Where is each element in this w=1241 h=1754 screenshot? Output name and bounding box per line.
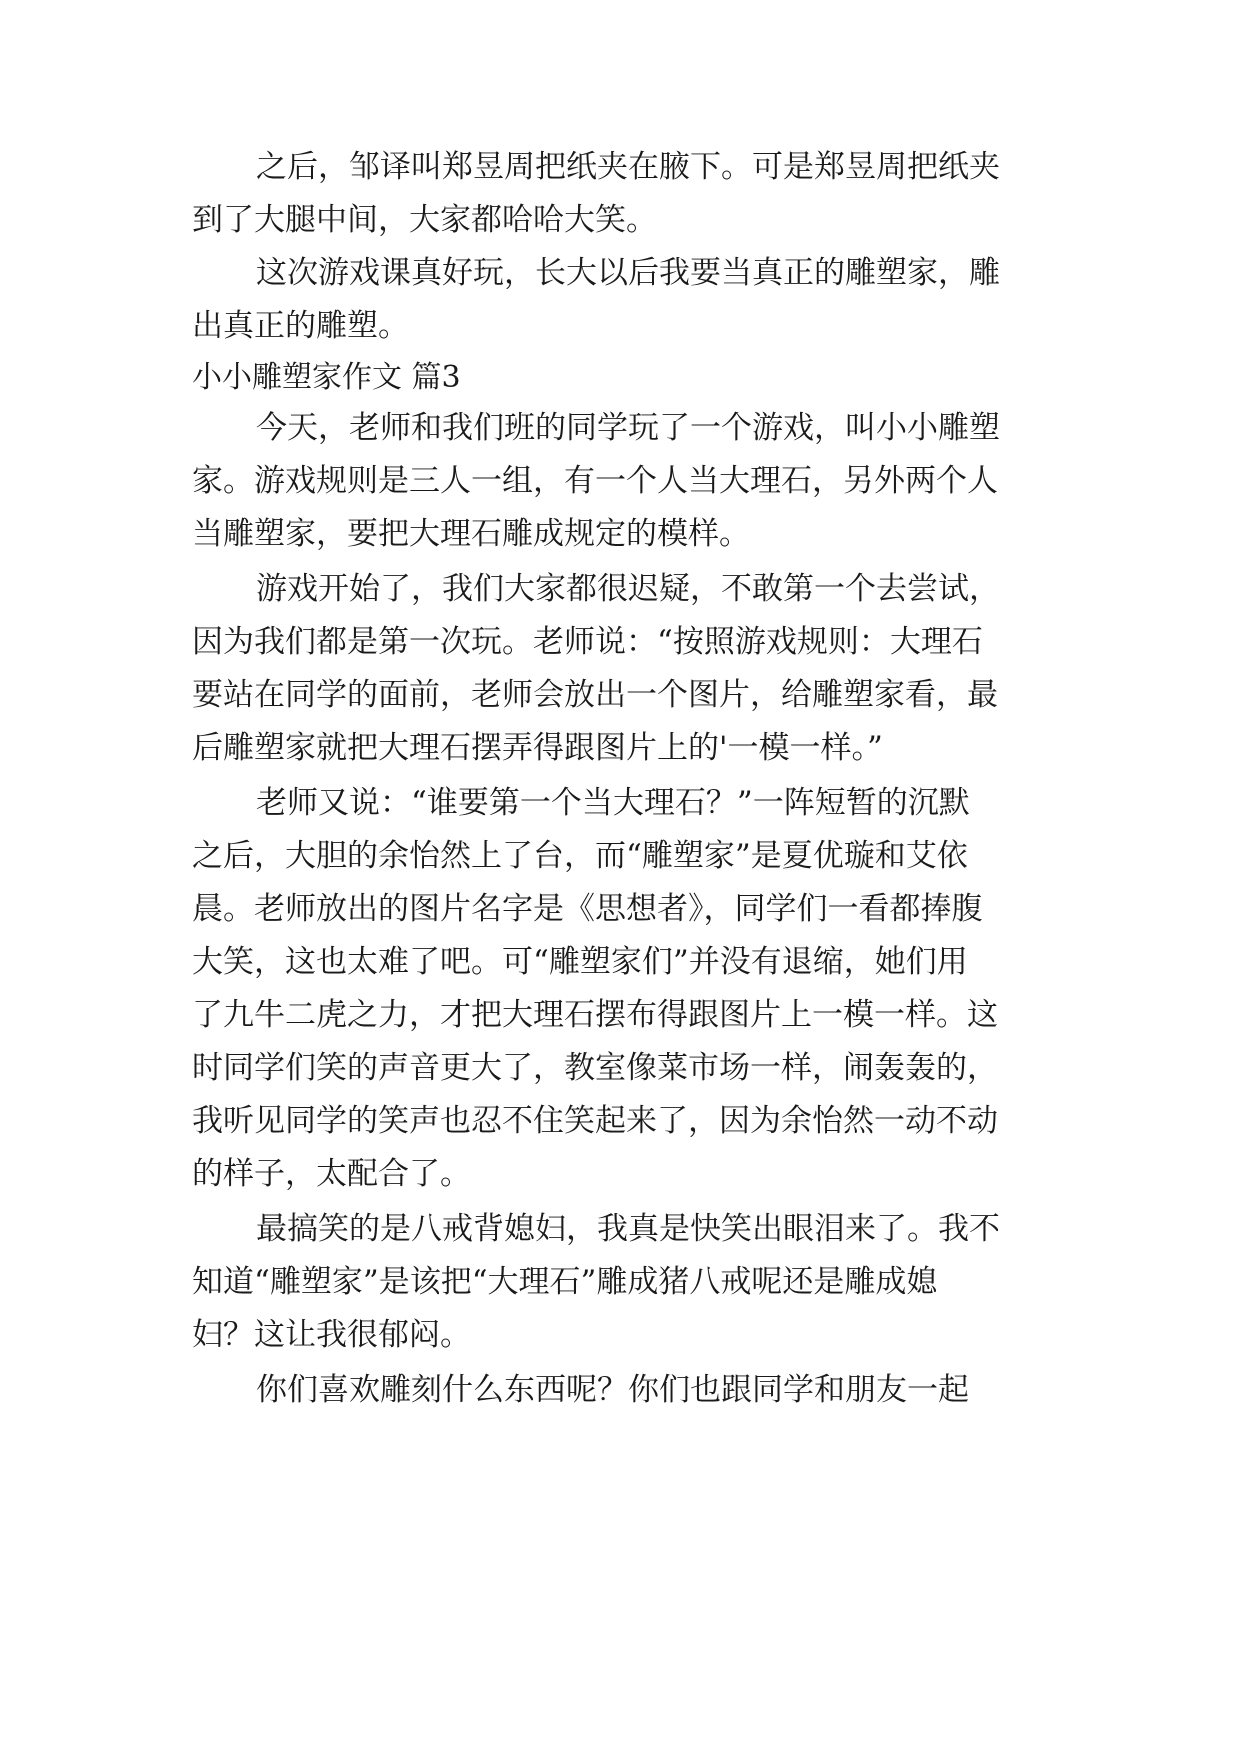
paragraph-line: 当雕塑家，要把大理石雕成规定的模样。	[192, 516, 750, 552]
paragraph-line: 家。游戏规则是三人一组，有一个人当大理石，另外两个人	[192, 463, 998, 499]
paragraph-line: 要站在同学的面前，老师会放出一个图片，给雕塑家看，最	[192, 677, 998, 713]
paragraph-line: 出真正的雕塑。	[192, 308, 409, 344]
paragraph-line: 我听见同学的笑声也忍不住笑起来了，因为余怡然一动不动	[192, 1103, 998, 1139]
paragraph-line: 最搞笑的是八戒背媳妇，我真是快笑出眼泪来了。我不	[256, 1211, 1000, 1247]
paragraph-line: 今天，老师和我们班的同学玩了一个游戏，叫小小雕塑	[256, 410, 1000, 446]
paragraph-line: 了九牛二虎之力，才把大理石摆布得跟图片上一模一样。这	[192, 997, 998, 1033]
paragraph-line: 之后，邹译叫郑昱周把纸夹在腋下。可是郑昱周把纸夹	[256, 149, 1000, 185]
paragraph-line: 你们喜欢雕刻什么东西呢？你们也跟同学和朋友一起	[256, 1372, 969, 1408]
paragraph-line: 到了大腿中间，大家都哈哈大笑。	[192, 202, 657, 238]
paragraph-line: 因为我们都是第一次玩。老师说：“按照游戏规则：大理石	[192, 624, 983, 660]
paragraph-line: 晨。老师放出的图片名字是《思想者》，同学们一看都捧腹	[192, 891, 983, 927]
paragraph-line: 大笑，这也太难了吧。可“雕塑家们”并没有退缩，她们用	[192, 944, 968, 980]
paragraph-line: 老师又说：“谁要第一个当大理石？”一阵短暂的沉默	[256, 785, 970, 821]
paragraph-line: 这次游戏课真好玩，长大以后我要当真正的雕塑家，雕	[256, 255, 1000, 291]
paragraph-line: 后雕塑家就把大理石摆弄得跟图片上的'一模一样。”	[192, 730, 883, 766]
paragraph-line: 的样子，太配合了。	[192, 1156, 471, 1192]
paragraph-line: 之后，大胆的余怡然上了台，而“雕塑家”是夏优璇和艾依	[192, 838, 968, 874]
paragraph-line: 游戏开始了，我们大家都很迟疑，不敢第一个去尝试，	[256, 571, 1000, 607]
section-heading: 小小雕塑家作文 篇3	[192, 360, 461, 395]
paragraph-line: 妇？这让我很郁闷。	[192, 1317, 471, 1353]
paragraph-line: 时同学们笑的声音更大了，教室像菜市场一样，闹轰轰的，	[192, 1050, 998, 1086]
paragraph-line: 知道“雕塑家”是该把“大理石”雕成猪八戒呢还是雕成媳	[192, 1264, 938, 1300]
